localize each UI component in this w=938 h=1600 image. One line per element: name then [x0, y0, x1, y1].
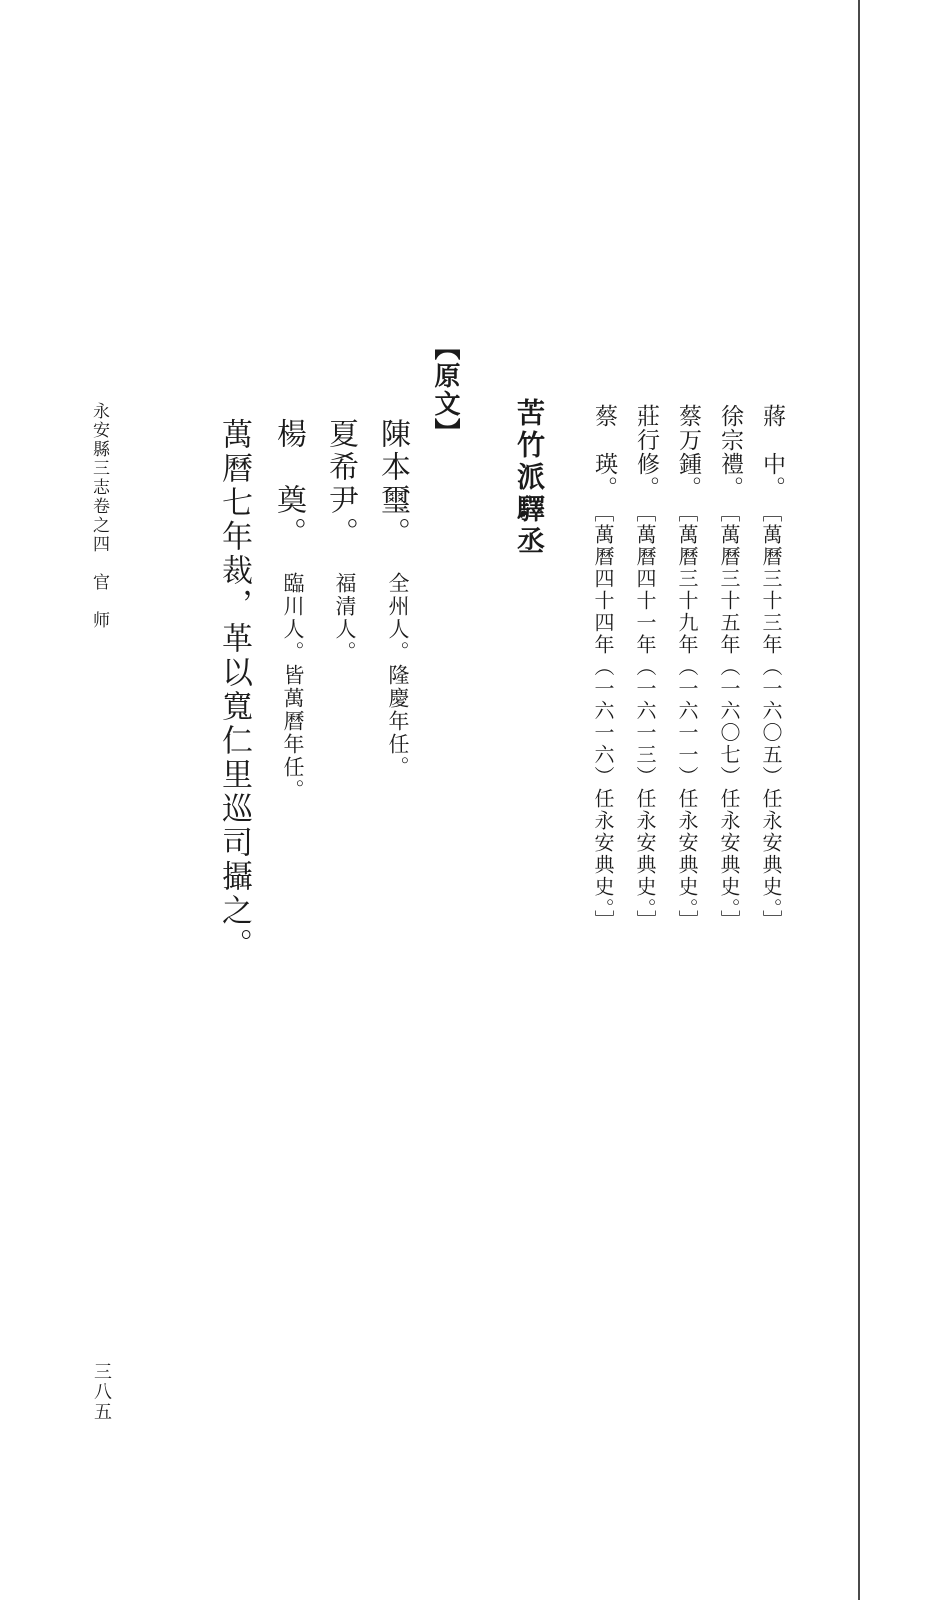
official-detail: ［萬曆四十一年（一六一三）任永安典史。］ — [633, 502, 657, 932]
official-name: 莊行修。 — [633, 404, 659, 500]
page-edge-rule — [858, 0, 860, 1600]
official-detail: ［萬曆三十九年（一六一一）任永安典史。］ — [675, 502, 699, 932]
page-number: 三八五 — [91, 1362, 112, 1422]
running-head: 永安縣三志卷之四 官 师 — [89, 402, 109, 630]
entry-note: 全州人。隆慶年任。 — [386, 572, 410, 779]
section-heading: 苦竹派驛丞 — [513, 398, 546, 558]
official-detail: ［萬曆三十五年（一六〇七）任永安典史。］ — [717, 502, 741, 932]
official-detail: ［萬曆四十四年（一六一六）任永安典史。］ — [591, 502, 615, 932]
official-name: 蔣 中。 — [759, 404, 785, 500]
official-name: 蔡 瑛。 — [591, 404, 617, 500]
official-name: 徐宗禮。 — [717, 404, 743, 500]
official-name: 蔡万鍾。 — [675, 404, 701, 500]
entry-note: 福清人。 — [333, 572, 357, 664]
closing-statement: 萬曆七年裁，革以寬仁里巡司攝之。 — [216, 418, 252, 962]
entry-name: 楊 奠。 — [271, 418, 306, 550]
entry-name: 夏希尹。 — [323, 418, 358, 550]
official-detail: ［萬曆三十三年（一六〇五）任永安典史。］ — [759, 502, 783, 932]
original-text-label: 【原文】 — [430, 334, 460, 446]
entry-name: 陳本璽。 — [375, 418, 410, 550]
entry-note: 臨川人。皆萬曆年任。 — [281, 572, 305, 802]
